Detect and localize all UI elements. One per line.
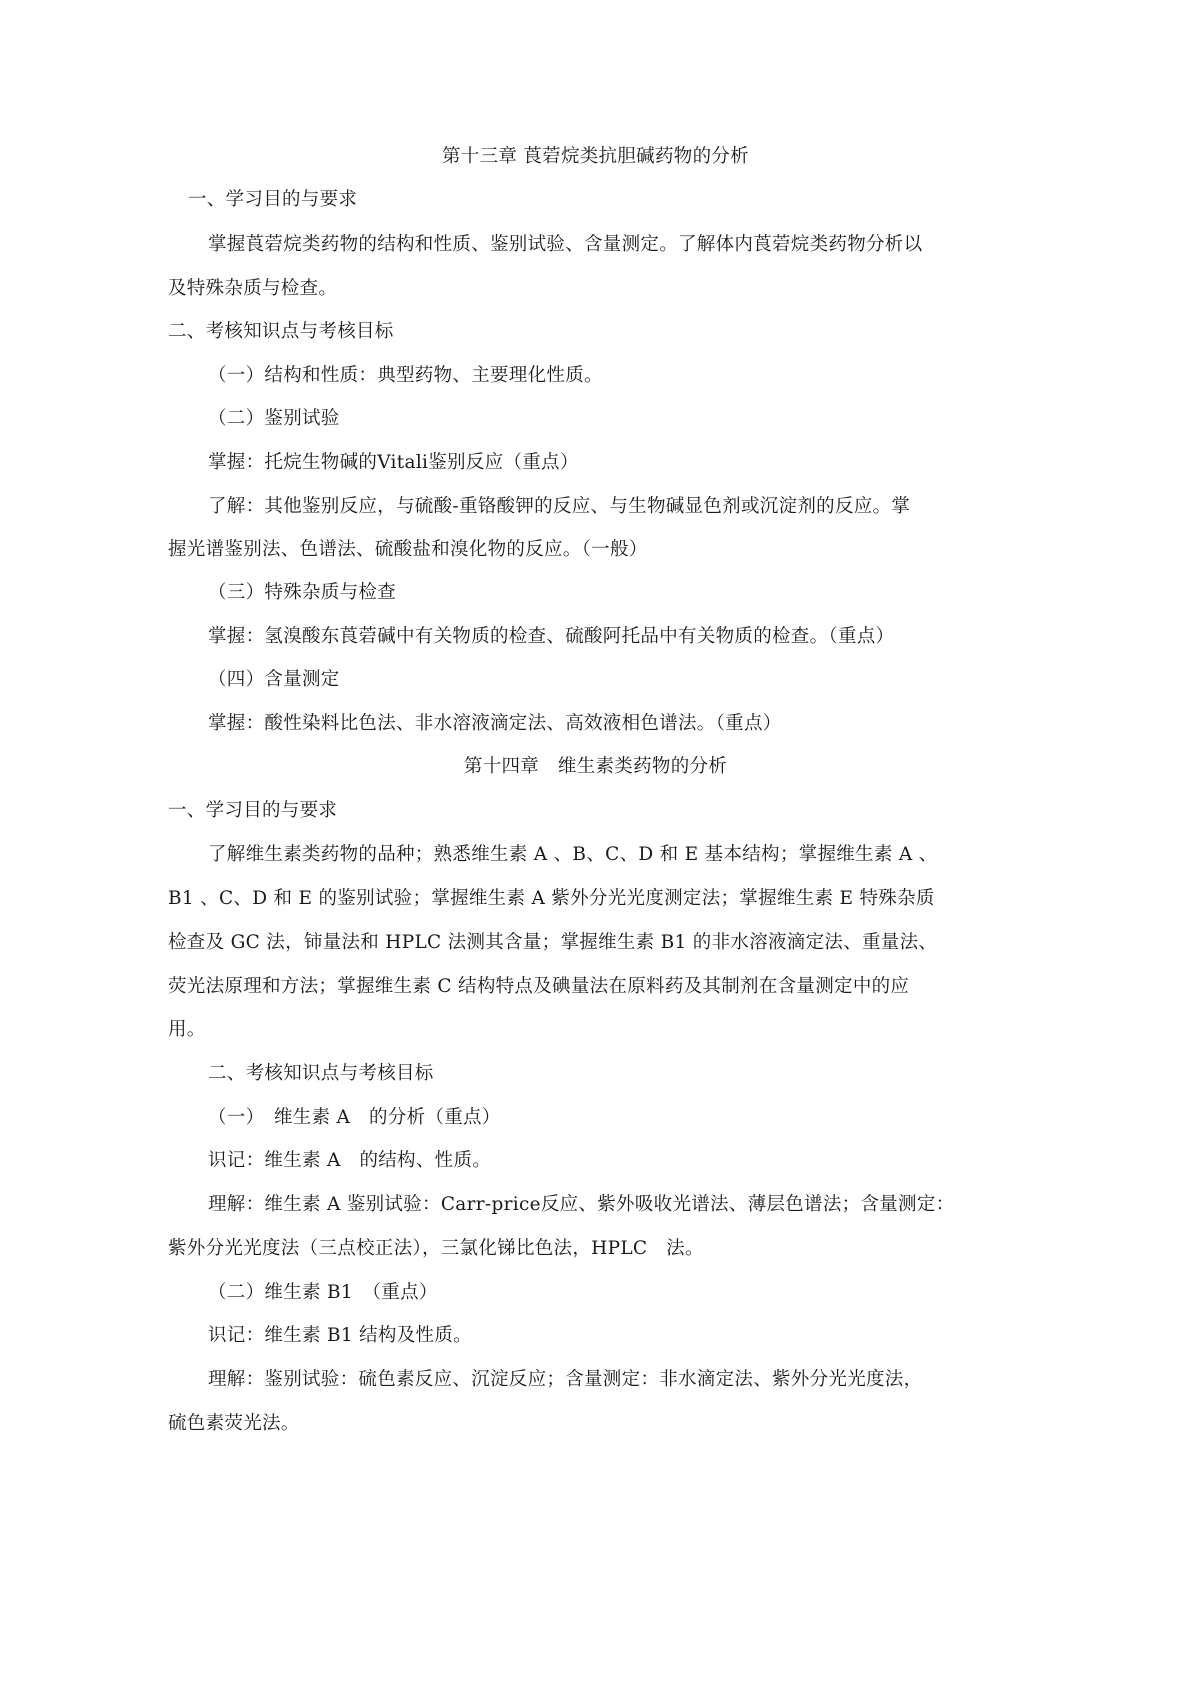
chapter14-section1-line1: 了解维生素类药物的品种；熟悉维生素 A 、B、C、D 和 E 基本结构；掌握维生素 A 、 [208,844,938,865]
chapter14-vitamin-a-understand-line2: 紫外分光光度法（三点校正法），三氯化锑比色法，HPLC 法。 [168,1238,704,1259]
chapter14-title: 第十四章 维生素类药物的分析 [463,756,728,777]
chapter13-section1-paragraph-line1: 掌握莨菪烷类药物的结构和性质、鉴别试验、含量测定。了解体内莨菪烷类药物分析以 [208,234,923,255]
chapter14-section2-heading: 二、考核知识点与考核目标 [208,1063,434,1084]
chapter14-vitamin-b1-recall: 识记：维生素 B1 结构及性质。 [208,1325,472,1346]
chapter13-title: 第十三章 莨菪烷类抗胆碱药物的分析 [442,146,749,167]
chapter13-item1: （一）结构和性质：典型药物、主要理化性质。 [208,365,603,386]
chapter14-vitamin-a-understand-line1: 理解：维生素 A 鉴别试验：Carr-price反应、紫外吸收光谱法、薄层色谱法；含量测定： [208,1194,955,1215]
chapter13-item2-heading: （二）鉴别试验 [208,408,340,429]
chapter13-item3-heading: （三）特殊杂质与检查 [208,582,397,603]
chapter13-item2-master: 掌握：托烷生物碱的Vitali鉴别反应（重点） [208,452,579,473]
chapter13-section1-heading: 一、学习目的与要求 [188,189,358,210]
chapter13-section2-heading: 二、考核知识点与考核目标 [168,321,394,342]
chapter14-vitamin-a-recall: 识记：维生素 A 的结构、性质。 [208,1150,492,1171]
chapter13-item2-understand-line1: 了解：其他鉴别反应，与硫酸-重铬酸钾的反应、与生物碱显色剂或沉淀剂的反应。掌 [208,496,911,517]
chapter14-section1-line5: 用。 [168,1019,206,1040]
chapter13-item3-master: 掌握：氢溴酸东莨菪碱中有关物质的检查、硫酸阿托品中有关物质的检查。（重点） [208,626,895,647]
chapter14-section1-heading: 一、学习目的与要求 [168,800,338,821]
chapter13-item2-understand-line2: 握光谱鉴别法、色谱法、硫酸盐和溴化物的反应。（一般） [168,539,648,560]
chapter13-section1-paragraph-line2: 及特殊杂质与检查。 [168,278,338,299]
chapter14-vitamin-b1-understand-line2: 硫色素荧光法。 [168,1413,300,1434]
chapter14-vitamin-b1-heading: （二）维生素 B1 （重点） [208,1282,438,1303]
chapter14-vitamin-a-heading: （一） 维生素 A 的分析（重点） [208,1107,501,1128]
chapter14-section1-line4: 荧光法原理和方法；掌握维生素 C 结构特点及碘量法在原料药及其制剂在含量测定中的应 [168,976,910,997]
chapter14-vitamin-b1-understand-line1: 理解：鉴别试验：硫色素反应、沉淀反应；含量测定：非水滴定法、紫外分光光度法， [208,1369,923,1390]
chapter13-item4-master: 掌握：酸性染料比色法、非水溶液滴定法、高效液相色谱法。（重点） [208,713,782,734]
chapter13-item4-heading: （四）含量测定 [208,669,340,690]
chapter14-section1-line2: B1 、C、D 和 E 的鉴别试验；掌握维生素 A 紫外分光光度测定法；掌握维生素 E 特殊杂质 [168,888,935,909]
chapter14-section1-line3: 检查及 GC 法，铈量法和 HPLC 法测其含量；掌握维生素 B1 的非水溶液滴定法、重量法、 [168,932,938,953]
